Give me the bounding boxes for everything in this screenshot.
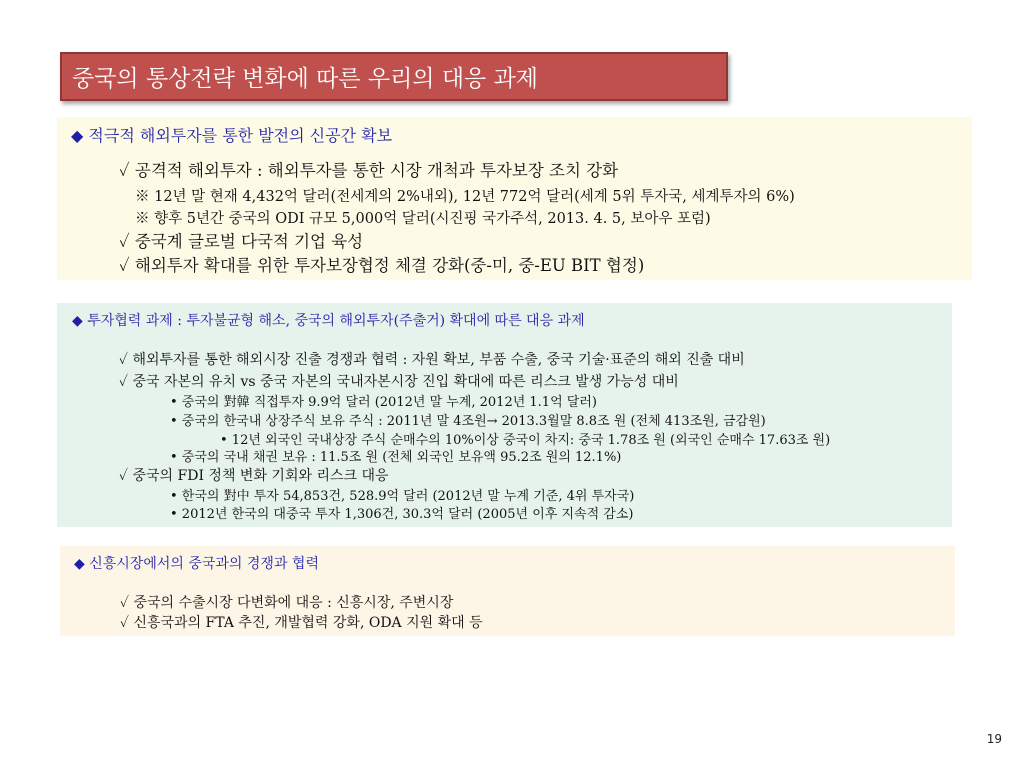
sub-item: • 2012년 한국의 대중국 투자 1,306건, 30.3억 달러 (2005년 이후 지속적 감소) — [170, 507, 634, 522]
check-item: ✓ 중국 자본의 유치 vs 중국 자본의 국내자본시장 진입 확대에 따른 리스크 발생 가능성 대비 — [119, 374, 679, 390]
check-item: ✓ 해외투자를 통한 해외시장 진출 경쟁과 협력 : 자원 확보, 부품 수출, 중국 기술·표준의 해외 진출 대비 — [119, 352, 745, 368]
diamond-icon: ◆ — [74, 556, 85, 572]
sub-item: • 중국의 對韓 직접투자 9.9억 달러 (2012년 말 누계, 2012년 1.1억 달러) — [170, 395, 597, 410]
check-item: ✓ 중국의 수출시장 다변화에 대응 : 신흥시장, 주변시장 — [120, 595, 454, 611]
section-panel-2 — [57, 303, 952, 527]
slide-title-box — [60, 52, 728, 101]
diamond-icon: ◆ — [72, 313, 83, 329]
section-heading-text: 신흥시장에서의 중국과의 경쟁과 협력 — [89, 556, 319, 572]
section-heading-text: 투자협력 과제 : 투자불균형 해소, 중국의 해외투자(주출거) 확대에 따른 대응 과제 — [87, 313, 585, 329]
sub-item: • 중국의 한국내 상장주식 보유 주식 : 2011년 말 4조원→ 2013.3월말 8.8조 원 (전체 413조원, 금감원) — [170, 414, 766, 429]
section-heading-2 — [72, 314, 585, 328]
check-item: ✓ 해외투자 확대를 위한 투자보장협정 체결 강화(중-미, 중-EU BIT 협정) — [119, 256, 645, 275]
section-heading-1 — [71, 128, 392, 144]
diamond-icon: ◆ — [71, 126, 84, 145]
slide-title: 중국의 통상전략 변화에 따른 우리의 대응 과제 — [72, 66, 539, 92]
note-item: ※ 12년 말 현재 4,432억 달러(전세계의 2%내외), 12년 772억 달러(세계 5위 투자국, 세계투자의 6%) — [135, 189, 795, 205]
sub-item: • 중국의 국내 채권 보유 : 11.5조 원 (전체 외국인 보유액 95.2조 원의 12.1%) — [170, 450, 622, 465]
section-heading-3 — [74, 557, 319, 571]
page-number: 19 — [986, 732, 1002, 746]
check-item: ✓ 중국의 FDI 정책 변화 기회와 리스크 대응 — [119, 468, 389, 484]
check-item: ✓ 신흥국과의 FTA 추진, 개발협력 강화, ODA 지원 확대 등 — [120, 615, 483, 631]
section-panel-1 — [57, 117, 972, 280]
check-item: ✓ 공격적 해외투자 : 해외투자를 통한 시장 개척과 투자보장 조치 강화 — [119, 161, 619, 180]
sub-sub-item: • 12년 외국인 국내상장 주식 순매수의 10%이상 중국이 차지: 중국 1.78조 원 (외국인 순매수 17.63조 원) — [220, 433, 831, 448]
sub-item: • 한국의 對中 투자 54,853건, 528.9억 달러 (2012년 말 누계 기준, 4위 투자국) — [170, 489, 635, 504]
check-item: ✓ 중국계 글로벌 다국적 기업 육성 — [119, 232, 364, 251]
note-item: ※ 향후 5년간 중국의 ODI 규모 5,000억 달러(시진핑 국가주석, 2013. 4. 5, 보아우 포럼) — [135, 211, 711, 227]
section-panel-3 — [60, 546, 955, 636]
section-heading-text: 적극적 해외투자를 통한 발전의 신공간 확보 — [88, 126, 393, 145]
